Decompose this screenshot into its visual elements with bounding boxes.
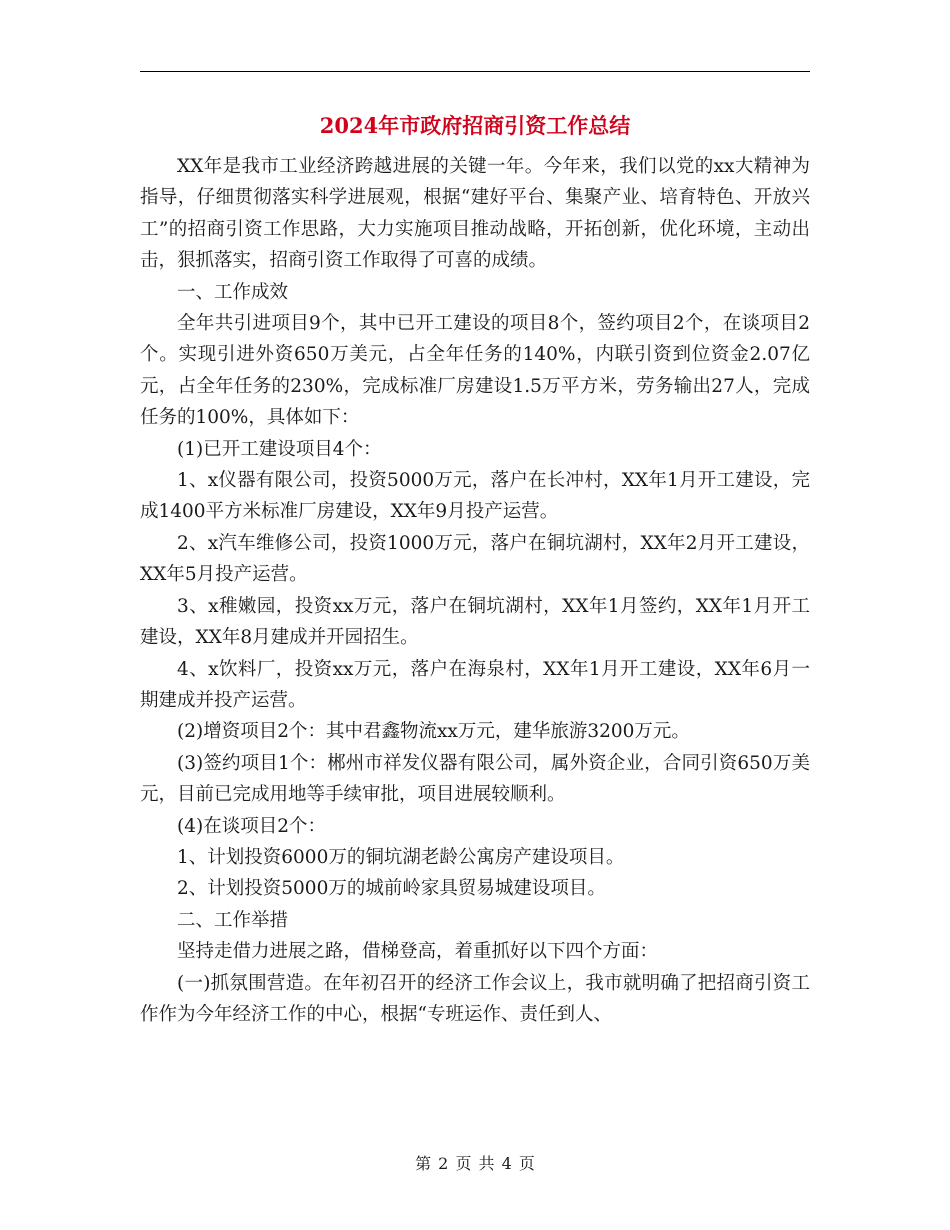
list-item-project-3: 3、x稚嫩园，投资xx万元，落户在铜坑湖村，XX年1月签约，XX年1月开工建设，XX年8月建成并开园招生。 <box>140 595 810 649</box>
list-heading-negotiating-projects: (4)在谈项目2个： <box>177 815 326 837</box>
paragraph-measure-1: (一)抓氛围营造。在年初召开的经济工作会议上，我市就明确了把招商引资工作作为今年经济工作的中心，根据“专班运作、责任到人、 <box>140 972 810 1025</box>
page-number-footer: 第 2 页 共 4 页 <box>415 1154 535 1173</box>
paragraph-intro: XX年是我市工业经济跨越进展的关键一年。今年来，我们以党的xx大精神为指导，仔细贯彻落实科学进展观，根据“建好平台、集聚产业、培育特色、开放兴工”的招商引资工作思路，大力实施项目推动战略，开拓创新，优化环境，主动出击，狠抓落实，招商引资工作取得了可喜的成绩。 <box>140 156 810 272</box>
list-heading-signed-projects: (3)签约项目1个：郴州市祥发仪器有限公司，属外资企业，合同引资650万美元，目前已完成用地等手续审批，项目进展较顺利。 <box>140 752 810 806</box>
list-item-project-4: 4、x饮料厂，投资xx万元，落户在海泉村，XX年1月开工建设，XX年6月一期建成并投产运营。 <box>140 658 810 711</box>
paragraph-measures-intro: 坚持走借力进展之路，借梯登高，着重抓好以下四个方面： <box>177 941 659 963</box>
header-rule <box>140 71 810 72</box>
document-title: 2024年市政府招商引资工作总结 <box>319 113 631 138</box>
paragraph-results-summary: 全年共引进项目9个，其中已开工建设的项目8个，签约项目2个，在谈项目2个。实现引进外资650万美元，占全年任务的140%，内联引资到位资金2.07亿元，占全年任务的230%，完成标准厂房建设1.5万平方米，劳务输出27人，完成任务的100%，具体如下： <box>140 313 810 429</box>
list-item-project-1: 1、x仪器有限公司，投资5000万元，落户在长冲村，XX年1月开工建设，完成1400平方米标准厂房建设，XX年9月投产运营。 <box>140 470 810 523</box>
list-item-negotiating-1: 1、计划投资6000万的铜坑湖老龄公寓房产建设项目。 <box>177 846 625 868</box>
document-body <box>140 151 810 1030</box>
section-heading-results: 一、工作成效 <box>177 281 289 303</box>
list-heading-capital-increase: (2)增资项目2个：其中君鑫物流xx万元，建华旅游3200万元。 <box>177 721 690 743</box>
section-heading-measures: 二、工作举措 <box>177 909 289 931</box>
list-heading-started-projects: (1)已开工建设项目4个： <box>177 438 382 460</box>
list-item-negotiating-2: 2、计划投资5000万的城前岭家具贸易城建设项目。 <box>177 878 606 900</box>
list-item-project-2: 2、x汽车维修公司，投资1000万元，落户在铜坑湖村，XX年2月开工建设，XX年5月投产运营。 <box>140 532 810 586</box>
